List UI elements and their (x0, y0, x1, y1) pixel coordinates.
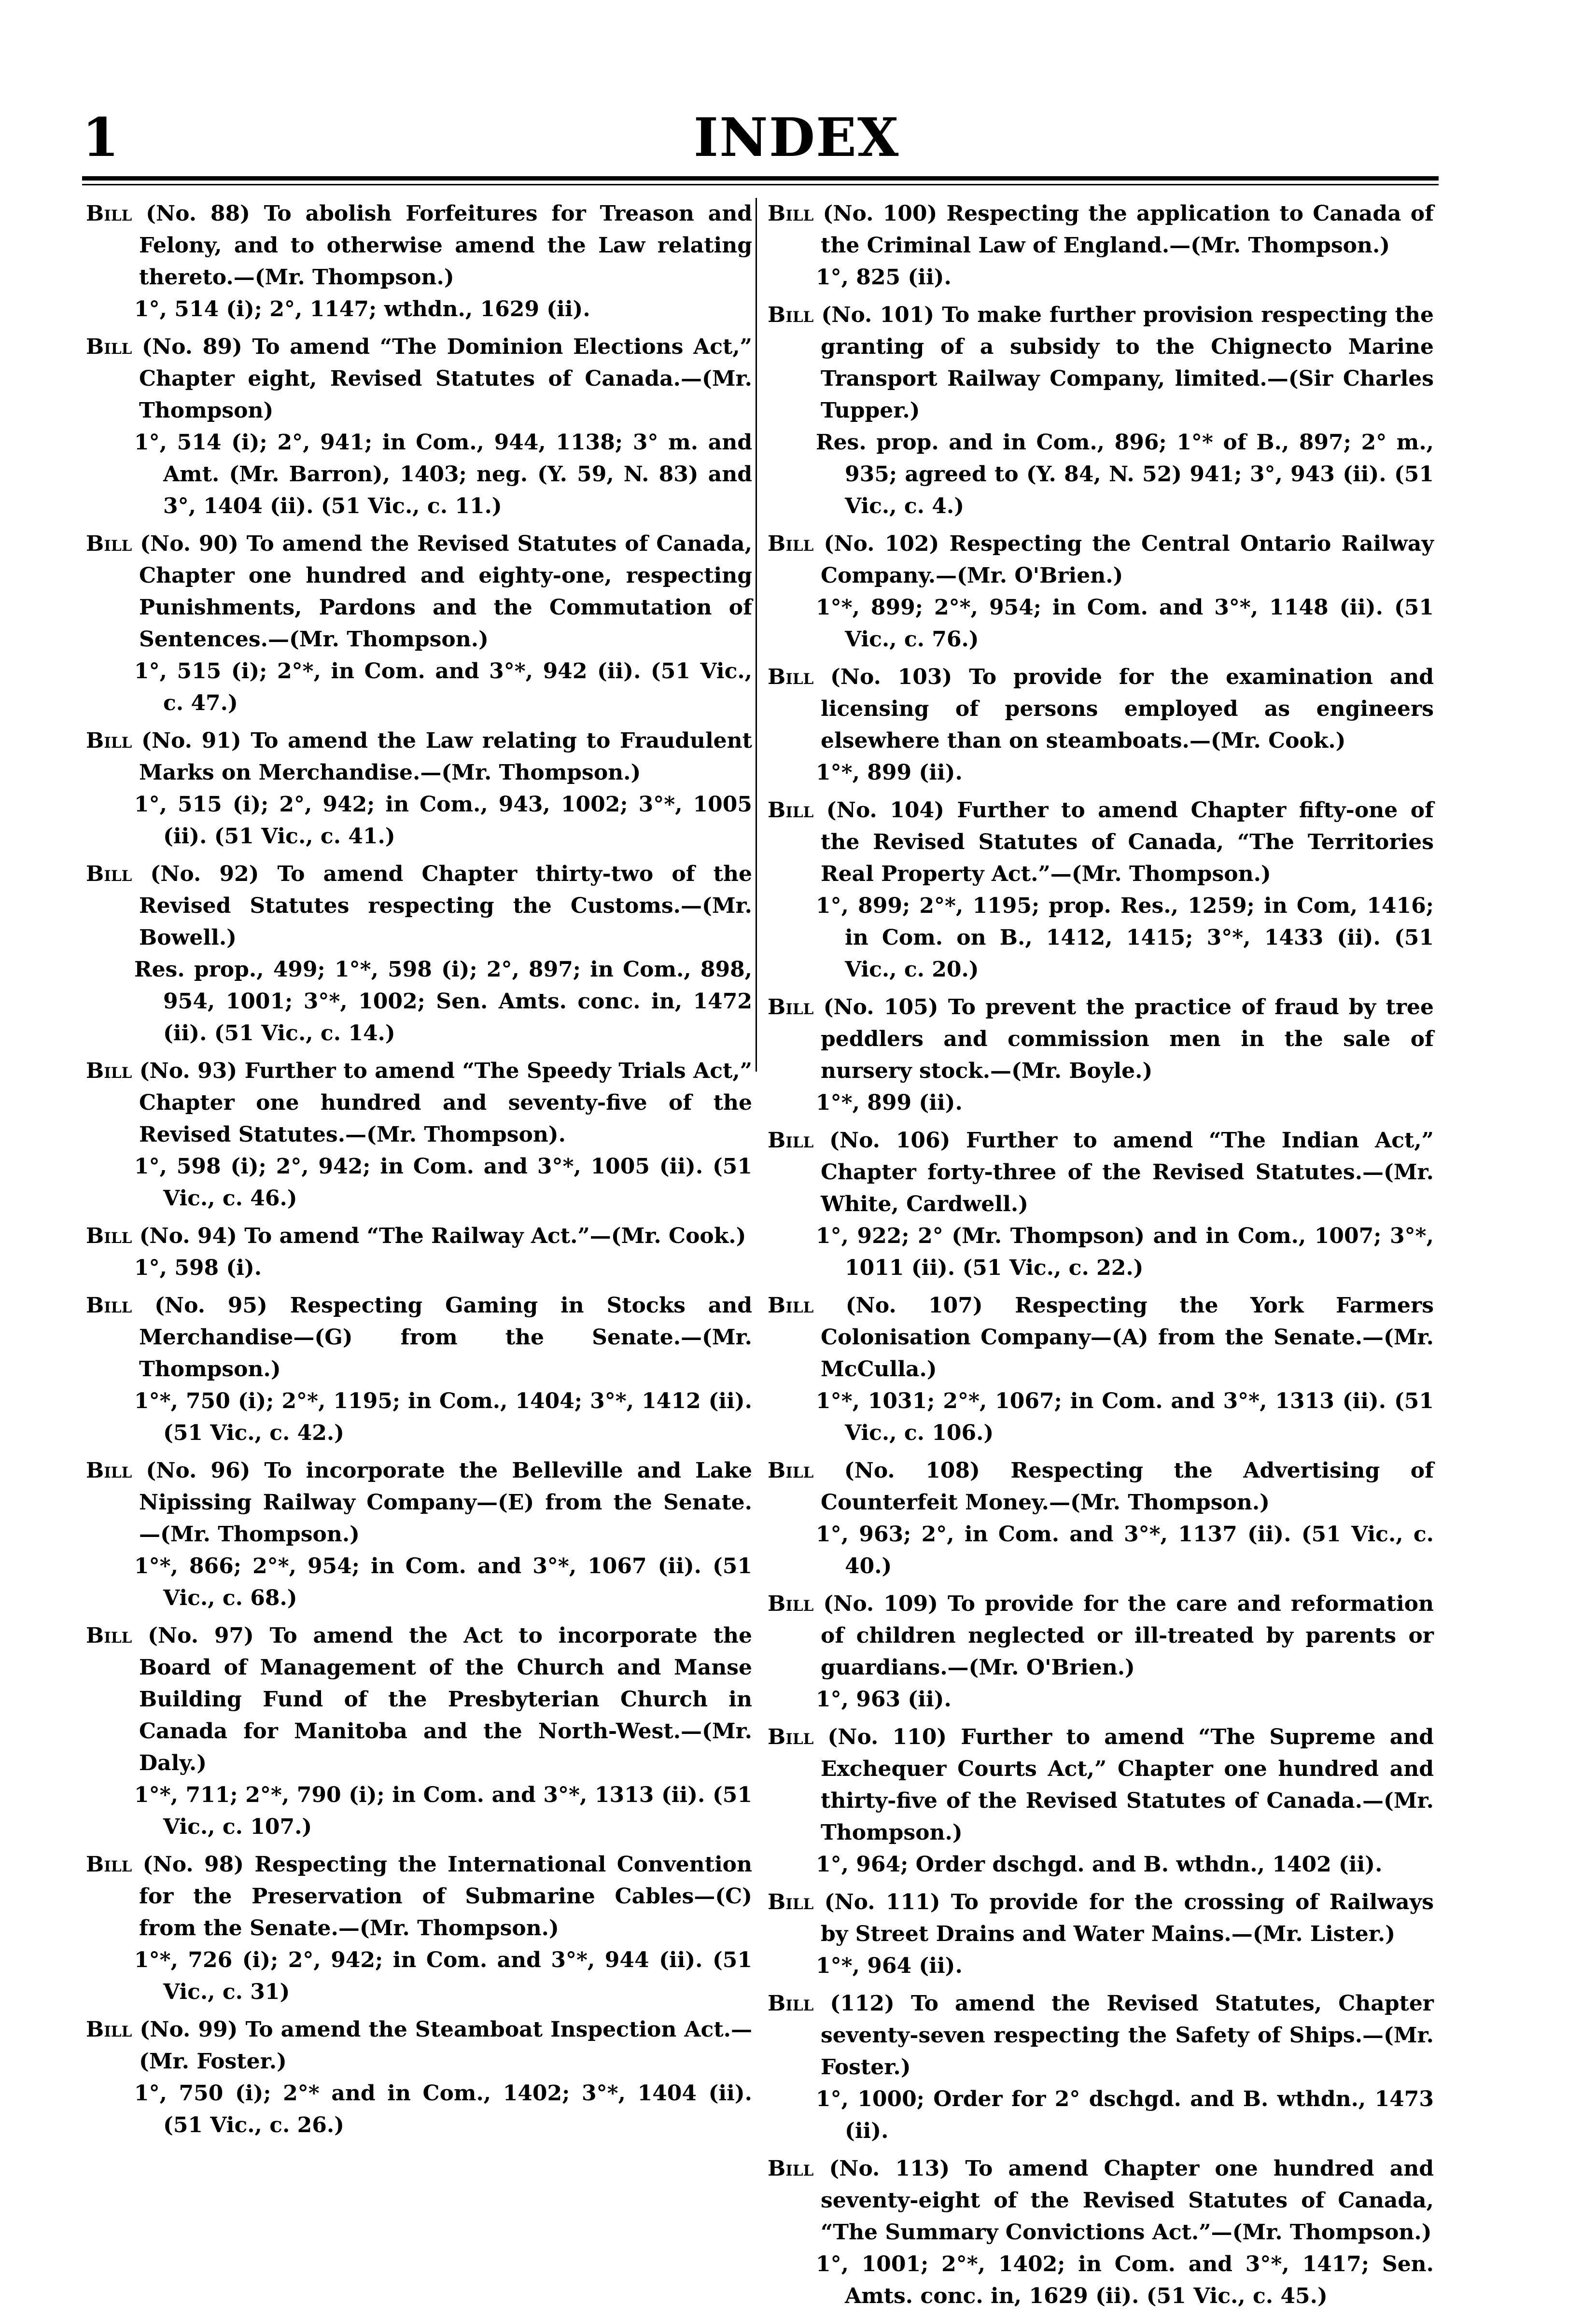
left-column (86, 198, 752, 2147)
index-entry (86, 331, 752, 522)
entry-proceedings: 1°*, 899 (ii). (816, 760, 963, 785)
bill-keyword: Bill (768, 798, 814, 823)
entry-heading (768, 1721, 1434, 1849)
bill-title: (No. 101) To make further provision respecting the granting of a subsidy to the Chignecto Marine Transport Railway Company, limited.—(Sir Charles Tupper.) (813, 303, 1434, 423)
entry-proceedings: 1°*, 899; 2°*, 954; in Com. and 3°*, 1148 (ii). (51 Vic., c. 76.) (816, 595, 1434, 652)
index-entry (768, 991, 1434, 1119)
entry-proceedings: 1°, 963 (ii). (816, 1687, 952, 1712)
index-entry (768, 1125, 1434, 1284)
entry-heading (768, 1455, 1434, 1519)
bill-title: (No. 88) To abolish Forfeitures for Treason and Felony, and to otherwise amend the Law relating thereto.—(Mr. Thompson.) (132, 201, 752, 290)
index-entry (768, 1455, 1434, 1582)
bill-keyword: Bill (86, 862, 132, 886)
entry-heading (768, 991, 1434, 1087)
entry-heading (86, 198, 752, 293)
entry-heading (86, 1220, 752, 1252)
index-entry (86, 858, 752, 1049)
entry-heading (768, 1588, 1434, 1684)
bill-title: (No. 108) Respecting the Advertising of Counterfeit Money.—(Mr. Thompson.) (813, 1458, 1434, 1515)
entry-heading (768, 1886, 1434, 1950)
entry-proceedings: 1°, 1000; Order for 2° dschgd. and B. wthdn., 1473 (ii). (816, 2087, 1434, 2143)
index-entry (768, 1886, 1434, 1982)
index-entry (768, 1721, 1434, 1881)
bill-title: (No. 110) Further to amend “The Supreme and Exchequer Courts Act,” Chapter one hundred and thirty-five of the Revised Statutes of Canada.—(Mr. Thompson.) (813, 1725, 1434, 1845)
index-entry (768, 1588, 1434, 1716)
entry-heading (768, 2153, 1434, 2248)
right-column (768, 198, 1434, 2318)
index-entry (768, 661, 1434, 789)
entry-proceedings: 1°, 598 (i); 2°, 942; in Com. and 3°*, 1005 (ii). (51 Vic., c. 46.) (134, 1154, 752, 1211)
entry-heading (86, 725, 752, 789)
bill-title: (No. 113) To amend Chapter one hundred and seventy-eight of the Revised Statutes of Canada, “The Summary Convictions Act.”—(Mr. Thompson.) (813, 2156, 1434, 2245)
entry-heading (86, 1455, 752, 1550)
bill-title: (No. 98) Respecting the International Convention for the Preservation of Submarine Cables—(C) from the Senate.—(Mr. Thompson.) (132, 1852, 752, 1941)
bill-keyword: Bill (768, 1890, 814, 1914)
bill-title: (No. 102) Respecting the Central Ontario Railway Company.—(Mr. O'Brien.) (813, 531, 1434, 588)
page-number: 1 (82, 106, 119, 168)
bill-title: (No. 106) Further to amend “The Indian Act,” Chapter forty-three of the Revised Statutes.—(Mr. White, Cardwell.) (813, 1128, 1434, 1216)
bill-keyword: Bill (768, 1592, 814, 1616)
entry-heading (86, 2014, 752, 2078)
bill-keyword: Bill (768, 1128, 814, 1153)
bill-keyword: Bill (86, 1059, 132, 1083)
entry-proceedings: 1°, 750 (i); 2°* and in Com., 1402; 3°*, 1404 (ii). (51 Vic., c. 26.) (134, 2081, 752, 2137)
entry-heading (768, 198, 1434, 262)
entry-heading (86, 1055, 752, 1151)
entry-heading (768, 1125, 1434, 1220)
bill-keyword: Bill (86, 728, 132, 753)
entry-proceedings: 1°, 514 (i); 2°, 941; in Com., 944, 1138; 3° m. and Amt. (Mr. Barron), 1403; neg. (Y. 59, N. 83) and 3°, 1404 (ii). (51 Vic., c. 11.) (134, 430, 752, 518)
bill-title: (No. 100) Respecting the application to Canada of the Criminal Law of England.—(Mr. Thompson.) (813, 201, 1434, 258)
index-entry (86, 1620, 752, 1843)
entry-proceedings: 1°*, 1031; 2°*, 1067; in Com. and 3°*, 1313 (ii). (51 Vic., c. 106.) (816, 1389, 1434, 1445)
bill-title: (No. 105) To prevent the practice of fraud by tree peddlers and commission men in the sale of nursery stock.—(Mr. Boyle.) (813, 995, 1434, 1083)
entry-proceedings: Res. prop. and in Com., 896; 1°* of B., 897; 2° m., 935; agreed to (Y. 84, N. 52) 941; 3°, 943 (ii). (51 Vic., c. 4.) (816, 430, 1434, 518)
entry-heading (86, 1849, 752, 1944)
entry-proceedings: 1°, 922; 2° (Mr. Thompson) and in Com., 1007; 3°*, 1011 (ii). (51 Vic., c. 22.) (816, 1224, 1434, 1280)
entry-heading (768, 1988, 1434, 2083)
index-entry (86, 528, 752, 719)
bill-title: (No. 93) Further to amend “The Speedy Trials Act,” Chapter one hundred and seventy-five of the Revised Statutes.—(Mr. Thompson). (132, 1059, 752, 1147)
index-entry (86, 725, 752, 852)
bill-title: (No. 94) To amend “The Railway Act.”—(Mr. Cook.) (132, 1224, 746, 1248)
index-entry (768, 198, 1434, 293)
header-rule (82, 176, 1439, 181)
entry-heading (86, 331, 752, 427)
entry-proceedings: 1°, 598 (i). (134, 1256, 262, 1280)
index-entry (86, 198, 752, 325)
bill-title: (No. 95) Respecting Gaming in Stocks and Merchandise—(G) from the Senate.—(Mr. Thompson.) (132, 1293, 752, 1382)
entry-proceedings: 1°, 825 (ii). (816, 265, 952, 290)
page-header (82, 106, 1434, 174)
bill-keyword: Bill (86, 1293, 132, 1318)
entry-proceedings: 1°, 964; Order dschgd. and B. wthdn., 1402 (ii). (816, 1852, 1383, 1877)
bill-keyword: Bill (86, 1623, 132, 1648)
entry-proceedings: 1°*, 726 (i); 2°, 942; in Com. and 3°*, 944 (ii). (51 Vic., c. 31) (134, 1948, 752, 2004)
bill-keyword: Bill (86, 2017, 132, 2042)
entry-heading (768, 661, 1434, 757)
bill-keyword: Bill (768, 665, 814, 689)
bill-keyword: Bill (768, 531, 814, 556)
bill-keyword: Bill (768, 1991, 814, 2016)
entry-proceedings: 1°*, 866; 2°*, 954; in Com. and 3°*, 1067 (ii). (51 Vic., c. 68.) (134, 1554, 752, 1610)
entry-heading (86, 1290, 752, 1385)
index-entry (768, 299, 1434, 522)
bill-title: (No. 92) To amend Chapter thirty-two of the Revised Statutes respecting the Customs.—(Mr. Bowell.) (132, 862, 752, 950)
bill-keyword: Bill (768, 1725, 814, 1749)
bill-title: (No. 97) To amend the Act to incorporate the Board of Management of the Church and Manse Building Fund of the Presbyterian Church in Canada for Manitoba and the North-West.—(Mr. Daly.) (132, 1623, 752, 1775)
entry-heading (86, 1620, 752, 1779)
entry-proceedings: Res. prop., 499; 1°*, 598 (i); 2°, 897; in Com., 898, 954, 1001; 3°*, 1002; Sen. Amts. conc. in, 1472 (ii). (51 Vic., c. 14.) (134, 957, 752, 1046)
bill-keyword: Bill (86, 1852, 132, 1877)
bill-keyword: Bill (86, 1224, 132, 1248)
entry-proceedings: 1°*, 711; 2°*, 790 (i); in Com. and 3°*, 1313 (ii). (51 Vic., c. 107.) (134, 1783, 752, 1839)
bill-keyword: Bill (768, 2156, 814, 2181)
bill-title: (112) To amend the Revised Statutes, Chapter seventy-seven respecting the Safety of Ships.—(Mr. Foster.) (813, 1991, 1434, 2080)
page-title: INDEX (693, 106, 900, 168)
bill-title: (No. 109) To provide for the care and reformation of children neglected or ill-treated by parents or guardians.—(Mr. O'Brien.) (813, 1592, 1434, 1680)
entry-proceedings: 1°, 1001; 2°*, 1402; in Com. and 3°*, 1417; Sen. Amts. conc. in, 1629 (ii). (51 Vic., c. 45.) (816, 2252, 1434, 2308)
index-entry (768, 528, 1434, 656)
bill-keyword: Bill (768, 1293, 814, 1318)
index-entry (86, 1220, 752, 1284)
bill-title: (No. 111) To provide for the crossing of Railways by Street Drains and Water Mains.—(Mr. Lister.) (813, 1890, 1434, 1946)
bill-keyword: Bill (86, 531, 132, 556)
entry-heading (86, 858, 752, 954)
bill-keyword: Bill (86, 1458, 132, 1483)
entry-proceedings: 1°*, 750 (i); 2°*, 1195; in Com., 1404; 3°*, 1412 (ii). (51 Vic., c. 42.) (134, 1389, 752, 1445)
index-entry (86, 1290, 752, 1449)
bill-keyword: Bill (86, 335, 132, 359)
entry-proceedings: 1°, 515 (i); 2°, 942; in Com., 943, 1002; 3°*, 1005 (ii). (51 Vic., c. 41.) (134, 792, 752, 849)
index-entry (86, 1455, 752, 1614)
bill-keyword: Bill (768, 201, 814, 226)
header-rule-thin (82, 184, 1439, 185)
bill-title: (No. 89) To amend “The Dominion Elections Act,” Chapter eight, Revised Statutes of Canada.—(Mr. Thompson) (132, 335, 752, 423)
bill-keyword: Bill (86, 201, 132, 226)
bill-title: (No. 104) Further to amend Chapter fifty-one of the Revised Statutes of Canada, “The Territories Real Property Act.”—(Mr. Thompson.) (813, 798, 1434, 886)
index-entry (86, 2014, 752, 2141)
index-entry (768, 2153, 1434, 2312)
bill-title: (No. 103) To provide for the examination and licensing of persons employed as engineers elsewhere than on steamboats.—(Mr. Cook.) (813, 665, 1434, 753)
bill-title: (No. 107) Respecting the York Farmers Colonisation Company—(A) from the Senate.—(Mr. McCulla.) (813, 1293, 1434, 1382)
entry-proceedings: 1°, 963; 2°, in Com. and 3°*, 1137 (ii). (51 Vic., c. 40.) (816, 1522, 1434, 1578)
entry-proceedings: 1°*, 964 (ii). (816, 1954, 963, 1978)
index-entry (768, 1988, 1434, 2147)
entry-proceedings: 1°*, 899 (ii). (816, 1090, 963, 1115)
bill-keyword: Bill (768, 1458, 814, 1483)
bill-keyword: Bill (768, 303, 814, 327)
entry-heading (768, 1290, 1434, 1385)
entry-proceedings: 1°, 514 (i); 2°, 1147; wthdn., 1629 (ii). (134, 297, 590, 321)
entry-proceedings: 1°, 899; 2°*, 1195; prop. Res., 1259; in Com, 1416; in Com. on B., 1412, 1415; 3°*, 1433 (ii). (51 Vic., c. 20.) (816, 894, 1434, 982)
index-entry (768, 795, 1434, 986)
index-entry (86, 1055, 752, 1215)
index-entry (768, 1290, 1434, 1449)
index-entry (86, 1849, 752, 2008)
entry-proceedings: 1°, 515 (i); 2°*, in Com. and 3°*, 942 (ii). (51 Vic., c. 47.) (134, 659, 752, 715)
entry-heading (86, 528, 752, 656)
bill-title: (No. 91) To amend the Law relating to Fraudulent Marks on Merchandise.—(Mr. Thompson.) (132, 728, 752, 785)
entry-heading (768, 795, 1434, 890)
entry-heading (768, 299, 1434, 427)
entry-heading (768, 528, 1434, 592)
column-divider (756, 198, 757, 1072)
bill-title: (No. 99) To amend the Steamboat Inspection Act.—(Mr. Foster.) (132, 2017, 752, 2074)
bill-keyword: Bill (768, 995, 814, 1019)
bill-title: (No. 96) To incorporate the Belleville and Lake Nipissing Railway Company—(E) from the Senate.—(Mr. Thompson.) (132, 1458, 752, 1547)
bill-title: (No. 90) To amend the Revised Statutes of Canada, Chapter one hundred and eighty-one, respecting Punishments, Pardons and the Commutation of Sentences.—(Mr. Thompson.) (132, 531, 752, 652)
